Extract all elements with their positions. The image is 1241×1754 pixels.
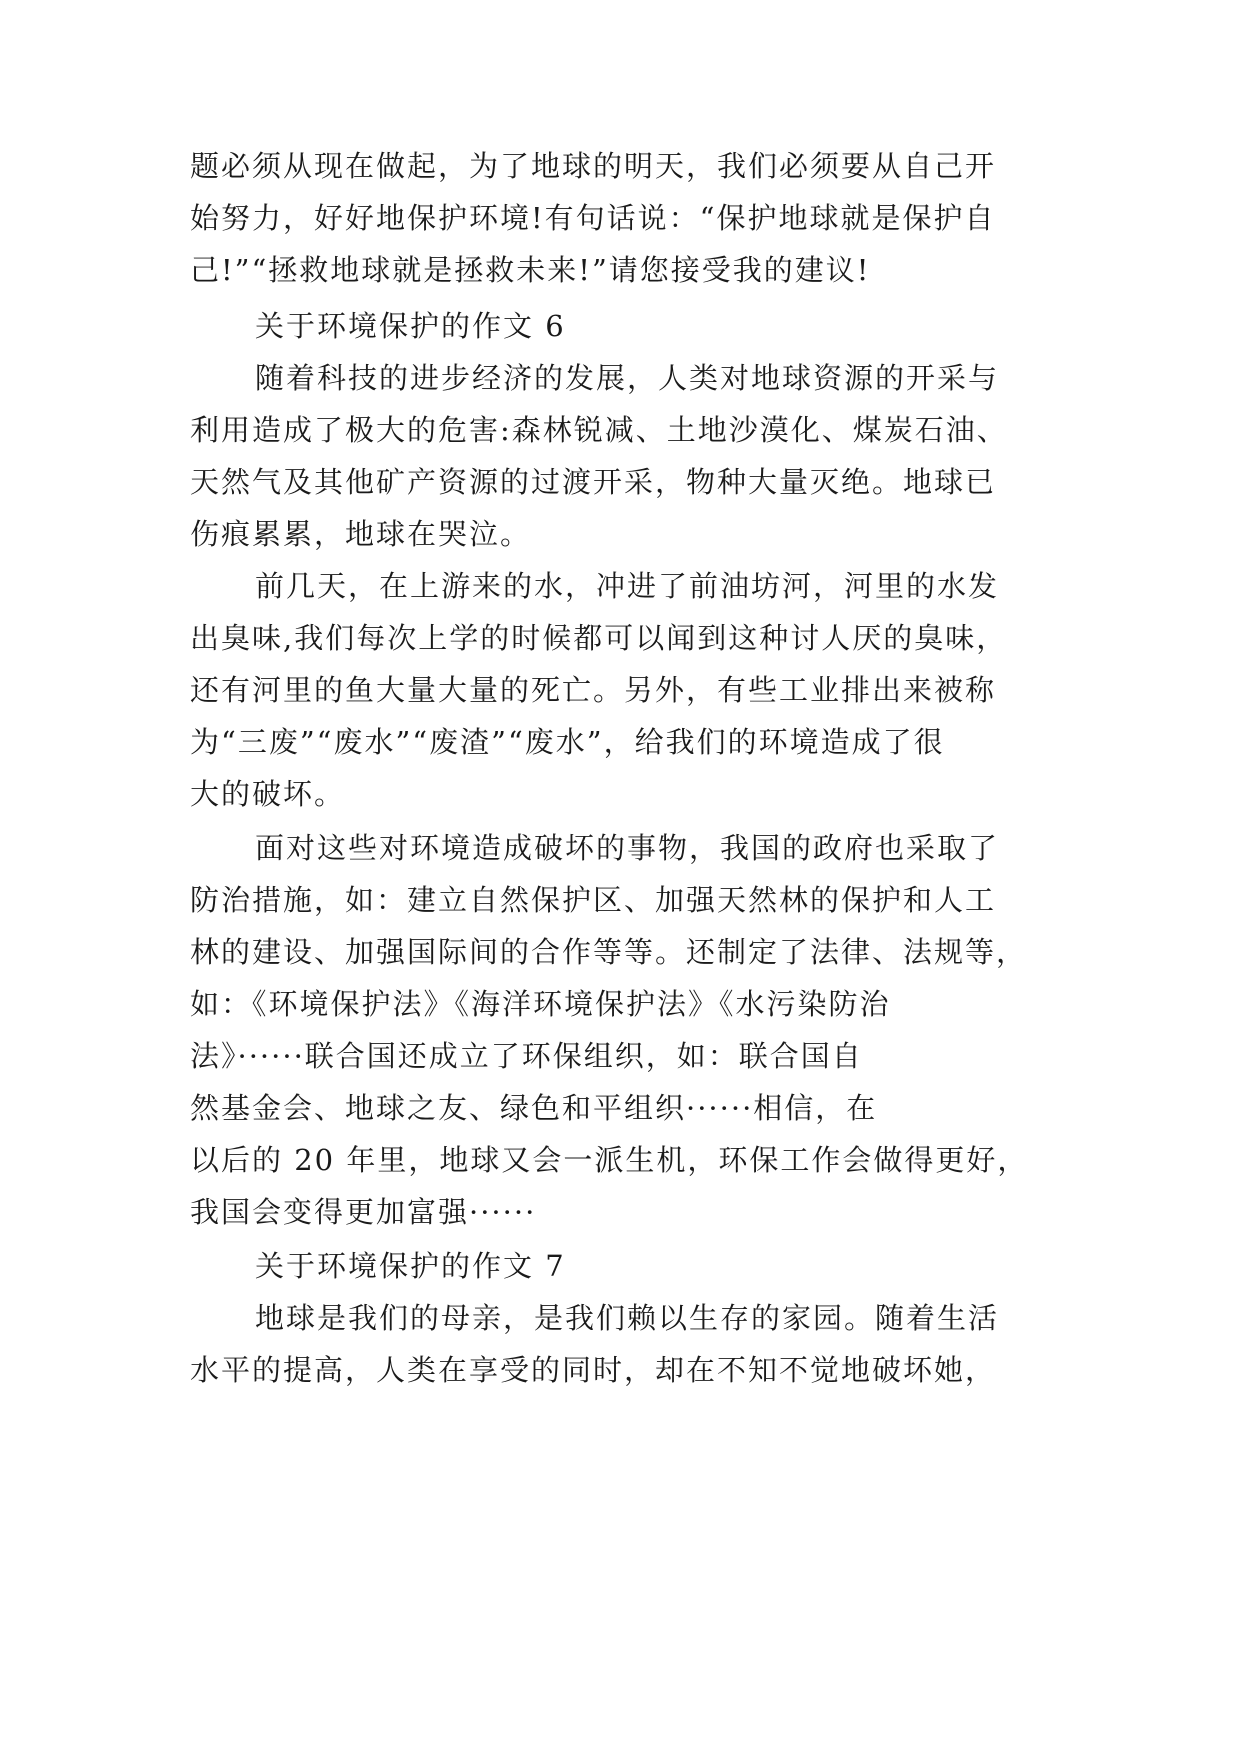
paragraph-line: 前几天，在上游来的水，冲进了前油坊河，河里的水发	[255, 569, 1000, 603]
paragraph-line: 利用造成了极大的危害:森林锐减、土地沙漠化、煤炭石油、	[190, 413, 1008, 447]
paragraph-line: 始努力，好好地保护环境!有句话说：“保护地球就是保护自	[190, 201, 996, 235]
paragraph-line: 天然气及其他矿产资源的过渡开采，物种大量灭绝。地球已	[190, 465, 997, 499]
paragraph-line: 为“三废”“废水”“废渣”“废水”，给我们的环境造成了很	[190, 725, 945, 759]
paragraph-line: 大的破坏。	[190, 777, 346, 811]
paragraph-line: 我国会变得更加富强······	[190, 1195, 537, 1229]
paragraph-line: 伤痕累累，地球在哭泣。	[190, 517, 532, 551]
paragraph-line: 出臭味,我们每次上学的时候都可以闻到这种讨人厌的臭味，	[190, 621, 1008, 655]
paragraph-line: 还有河里的鱼大量大量的死亡。另外，有些工业排出来被称	[190, 673, 997, 707]
paragraph-line: 然基金会、地球之友、绿色和平组织······相信，在	[190, 1091, 878, 1125]
paragraph-line: 防治措施，如：建立自然保护区、加强天然林的保护和人工	[190, 883, 997, 917]
paragraph-line: 如：《环境保护法》《海洋环境保护法》《水污染防治	[190, 987, 891, 1021]
section-heading: 关于环境保护的作文 7	[255, 1249, 566, 1283]
paragraph-line: 面对这些对环境造成破坏的事物，我国的政府也采取了	[255, 831, 1000, 865]
paragraph-line: 题必须从现在做起，为了地球的明天，我们必须要从自己开	[190, 149, 997, 183]
paragraph-line: 随着科技的进步经济的发展，人类对地球资源的开采与	[255, 361, 1000, 395]
paragraph-line: 法》······联合国还成立了环保组织，如：联合国自	[190, 1039, 863, 1073]
section-heading: 关于环境保护的作文 6	[255, 309, 566, 343]
paragraph-line: 己!”“拯救地球就是拯救未来!”请您接受我的建议!	[190, 253, 871, 287]
paragraph-line: 地球是我们的母亲，是我们赖以生存的家园。随着生活	[255, 1301, 1000, 1335]
paragraph-line: 水平的提高，人类在享受的同时，却在不知不觉地破坏她，	[190, 1353, 997, 1387]
paragraph-line: 林的建设、加强国际间的合作等等。还制定了法律、法规等，	[190, 935, 1028, 969]
paragraph-line: 以后的 20 年里，地球又会一派生机，环保工作会做得更好，	[190, 1143, 1029, 1177]
